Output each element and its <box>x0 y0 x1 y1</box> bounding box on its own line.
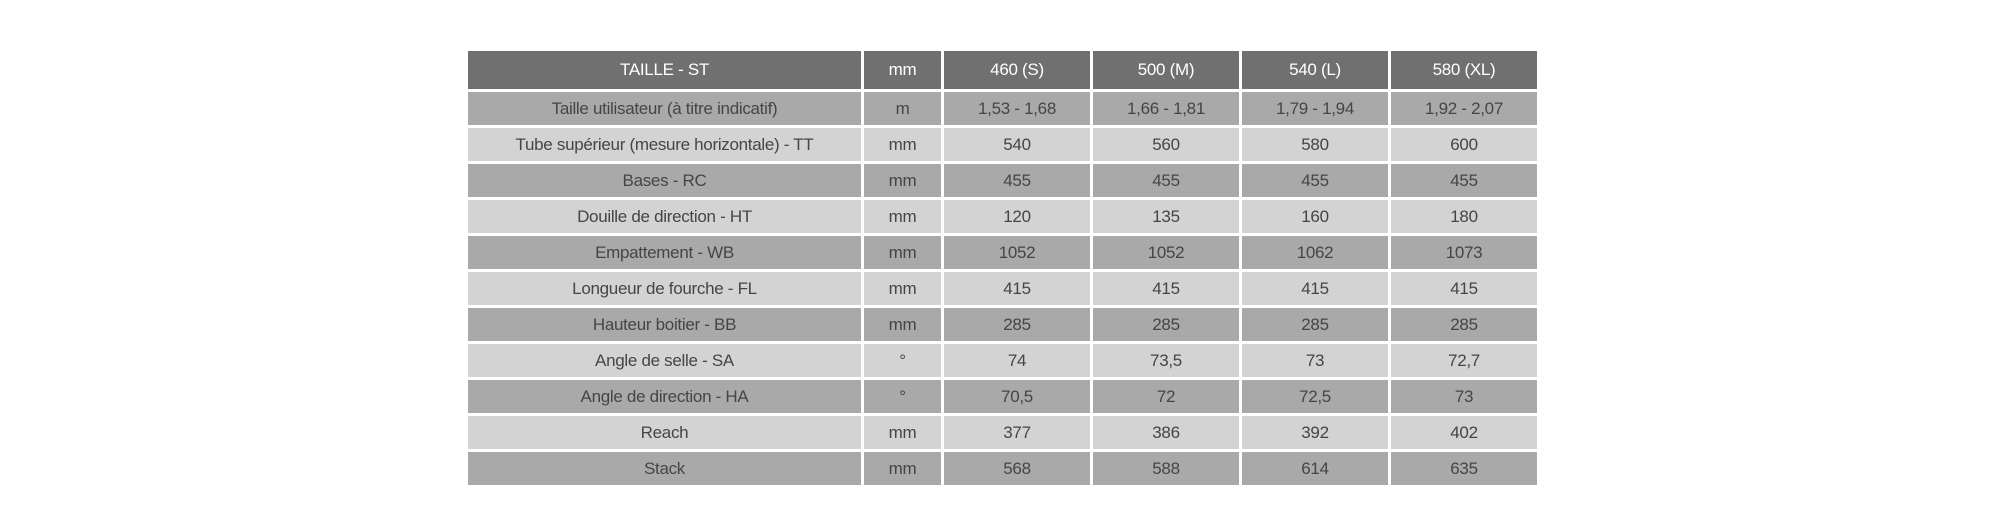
cell-size-m: 386 <box>1092 415 1241 451</box>
row-label: Empattement - WB <box>467 235 863 271</box>
cell-size-s: 1,53 - 1,68 <box>943 91 1092 127</box>
cell-size-xl: 1073 <box>1390 235 1539 271</box>
cell-size-s: 74 <box>943 343 1092 379</box>
cell-size-s: 455 <box>943 163 1092 199</box>
cell-size-m: 455 <box>1092 163 1241 199</box>
cell-size-s: 568 <box>943 451 1092 487</box>
table-header <box>467 50 1539 91</box>
row-label: Angle de direction - HA <box>467 379 863 415</box>
cell-size-xl: 402 <box>1390 415 1539 451</box>
header-label: TAILLE - ST <box>467 50 863 91</box>
row-unit: ° <box>863 343 943 379</box>
geometry-table <box>465 48 1540 488</box>
cell-size-s: 540 <box>943 127 1092 163</box>
header-row <box>467 50 1539 91</box>
row-unit: mm <box>863 127 943 163</box>
cell-size-xl: 600 <box>1390 127 1539 163</box>
table-row <box>467 235 1539 271</box>
table-body <box>467 91 1539 487</box>
cell-size-xl: 180 <box>1390 199 1539 235</box>
row-unit: mm <box>863 451 943 487</box>
cell-size-l: 73 <box>1241 343 1390 379</box>
cell-size-xl: 1,92 - 2,07 <box>1390 91 1539 127</box>
row-label: Bases - RC <box>467 163 863 199</box>
row-unit: mm <box>863 415 943 451</box>
row-label: Tube supérieur (mesure horizontale) - TT <box>467 127 863 163</box>
cell-size-m: 588 <box>1092 451 1241 487</box>
cell-size-s: 415 <box>943 271 1092 307</box>
row-unit: mm <box>863 271 943 307</box>
row-unit: mm <box>863 307 943 343</box>
row-label: Reach <box>467 415 863 451</box>
header-size-xl: 580 (XL) <box>1390 50 1539 91</box>
cell-size-s: 70,5 <box>943 379 1092 415</box>
cell-size-s: 1052 <box>943 235 1092 271</box>
cell-size-xl: 72,7 <box>1390 343 1539 379</box>
table-row <box>467 451 1539 487</box>
cell-size-s: 285 <box>943 307 1092 343</box>
row-unit: ° <box>863 379 943 415</box>
cell-size-m: 560 <box>1092 127 1241 163</box>
cell-size-m: 135 <box>1092 199 1241 235</box>
cell-size-l: 1,79 - 1,94 <box>1241 91 1390 127</box>
cell-size-xl: 285 <box>1390 307 1539 343</box>
table-row <box>467 415 1539 451</box>
cell-size-l: 455 <box>1241 163 1390 199</box>
cell-size-l: 160 <box>1241 199 1390 235</box>
table-row <box>467 307 1539 343</box>
cell-size-m: 285 <box>1092 307 1241 343</box>
table-row <box>467 127 1539 163</box>
cell-size-s: 377 <box>943 415 1092 451</box>
cell-size-m: 1,66 - 1,81 <box>1092 91 1241 127</box>
header-unit: mm <box>863 50 943 91</box>
cell-size-m: 73,5 <box>1092 343 1241 379</box>
table-row <box>467 91 1539 127</box>
cell-size-m: 1052 <box>1092 235 1241 271</box>
row-unit: mm <box>863 235 943 271</box>
row-label: Stack <box>467 451 863 487</box>
cell-size-xl: 455 <box>1390 163 1539 199</box>
cell-size-xl: 73 <box>1390 379 1539 415</box>
table-row <box>467 199 1539 235</box>
row-label: Taille utilisateur (à titre indicatif) <box>467 91 863 127</box>
cell-size-l: 1062 <box>1241 235 1390 271</box>
row-label: Angle de selle - SA <box>467 343 863 379</box>
cell-size-l: 415 <box>1241 271 1390 307</box>
cell-size-m: 415 <box>1092 271 1241 307</box>
row-unit: mm <box>863 199 943 235</box>
row-unit: mm <box>863 163 943 199</box>
cell-size-l: 392 <box>1241 415 1390 451</box>
header-size-s: 460 (S) <box>943 50 1092 91</box>
cell-size-s: 120 <box>943 199 1092 235</box>
cell-size-l: 580 <box>1241 127 1390 163</box>
header-size-m: 500 (M) <box>1092 50 1241 91</box>
row-label: Douille de direction - HT <box>467 199 863 235</box>
cell-size-m: 72 <box>1092 379 1241 415</box>
cell-size-xl: 635 <box>1390 451 1539 487</box>
cell-size-l: 614 <box>1241 451 1390 487</box>
cell-size-l: 285 <box>1241 307 1390 343</box>
table-row <box>467 379 1539 415</box>
table-row <box>467 163 1539 199</box>
table-row <box>467 271 1539 307</box>
row-label: Longueur de fourche - FL <box>467 271 863 307</box>
row-unit: m <box>863 91 943 127</box>
cell-size-l: 72,5 <box>1241 379 1390 415</box>
cell-size-xl: 415 <box>1390 271 1539 307</box>
header-size-l: 540 (L) <box>1241 50 1390 91</box>
table-row <box>467 343 1539 379</box>
row-label: Hauteur boitier - BB <box>467 307 863 343</box>
